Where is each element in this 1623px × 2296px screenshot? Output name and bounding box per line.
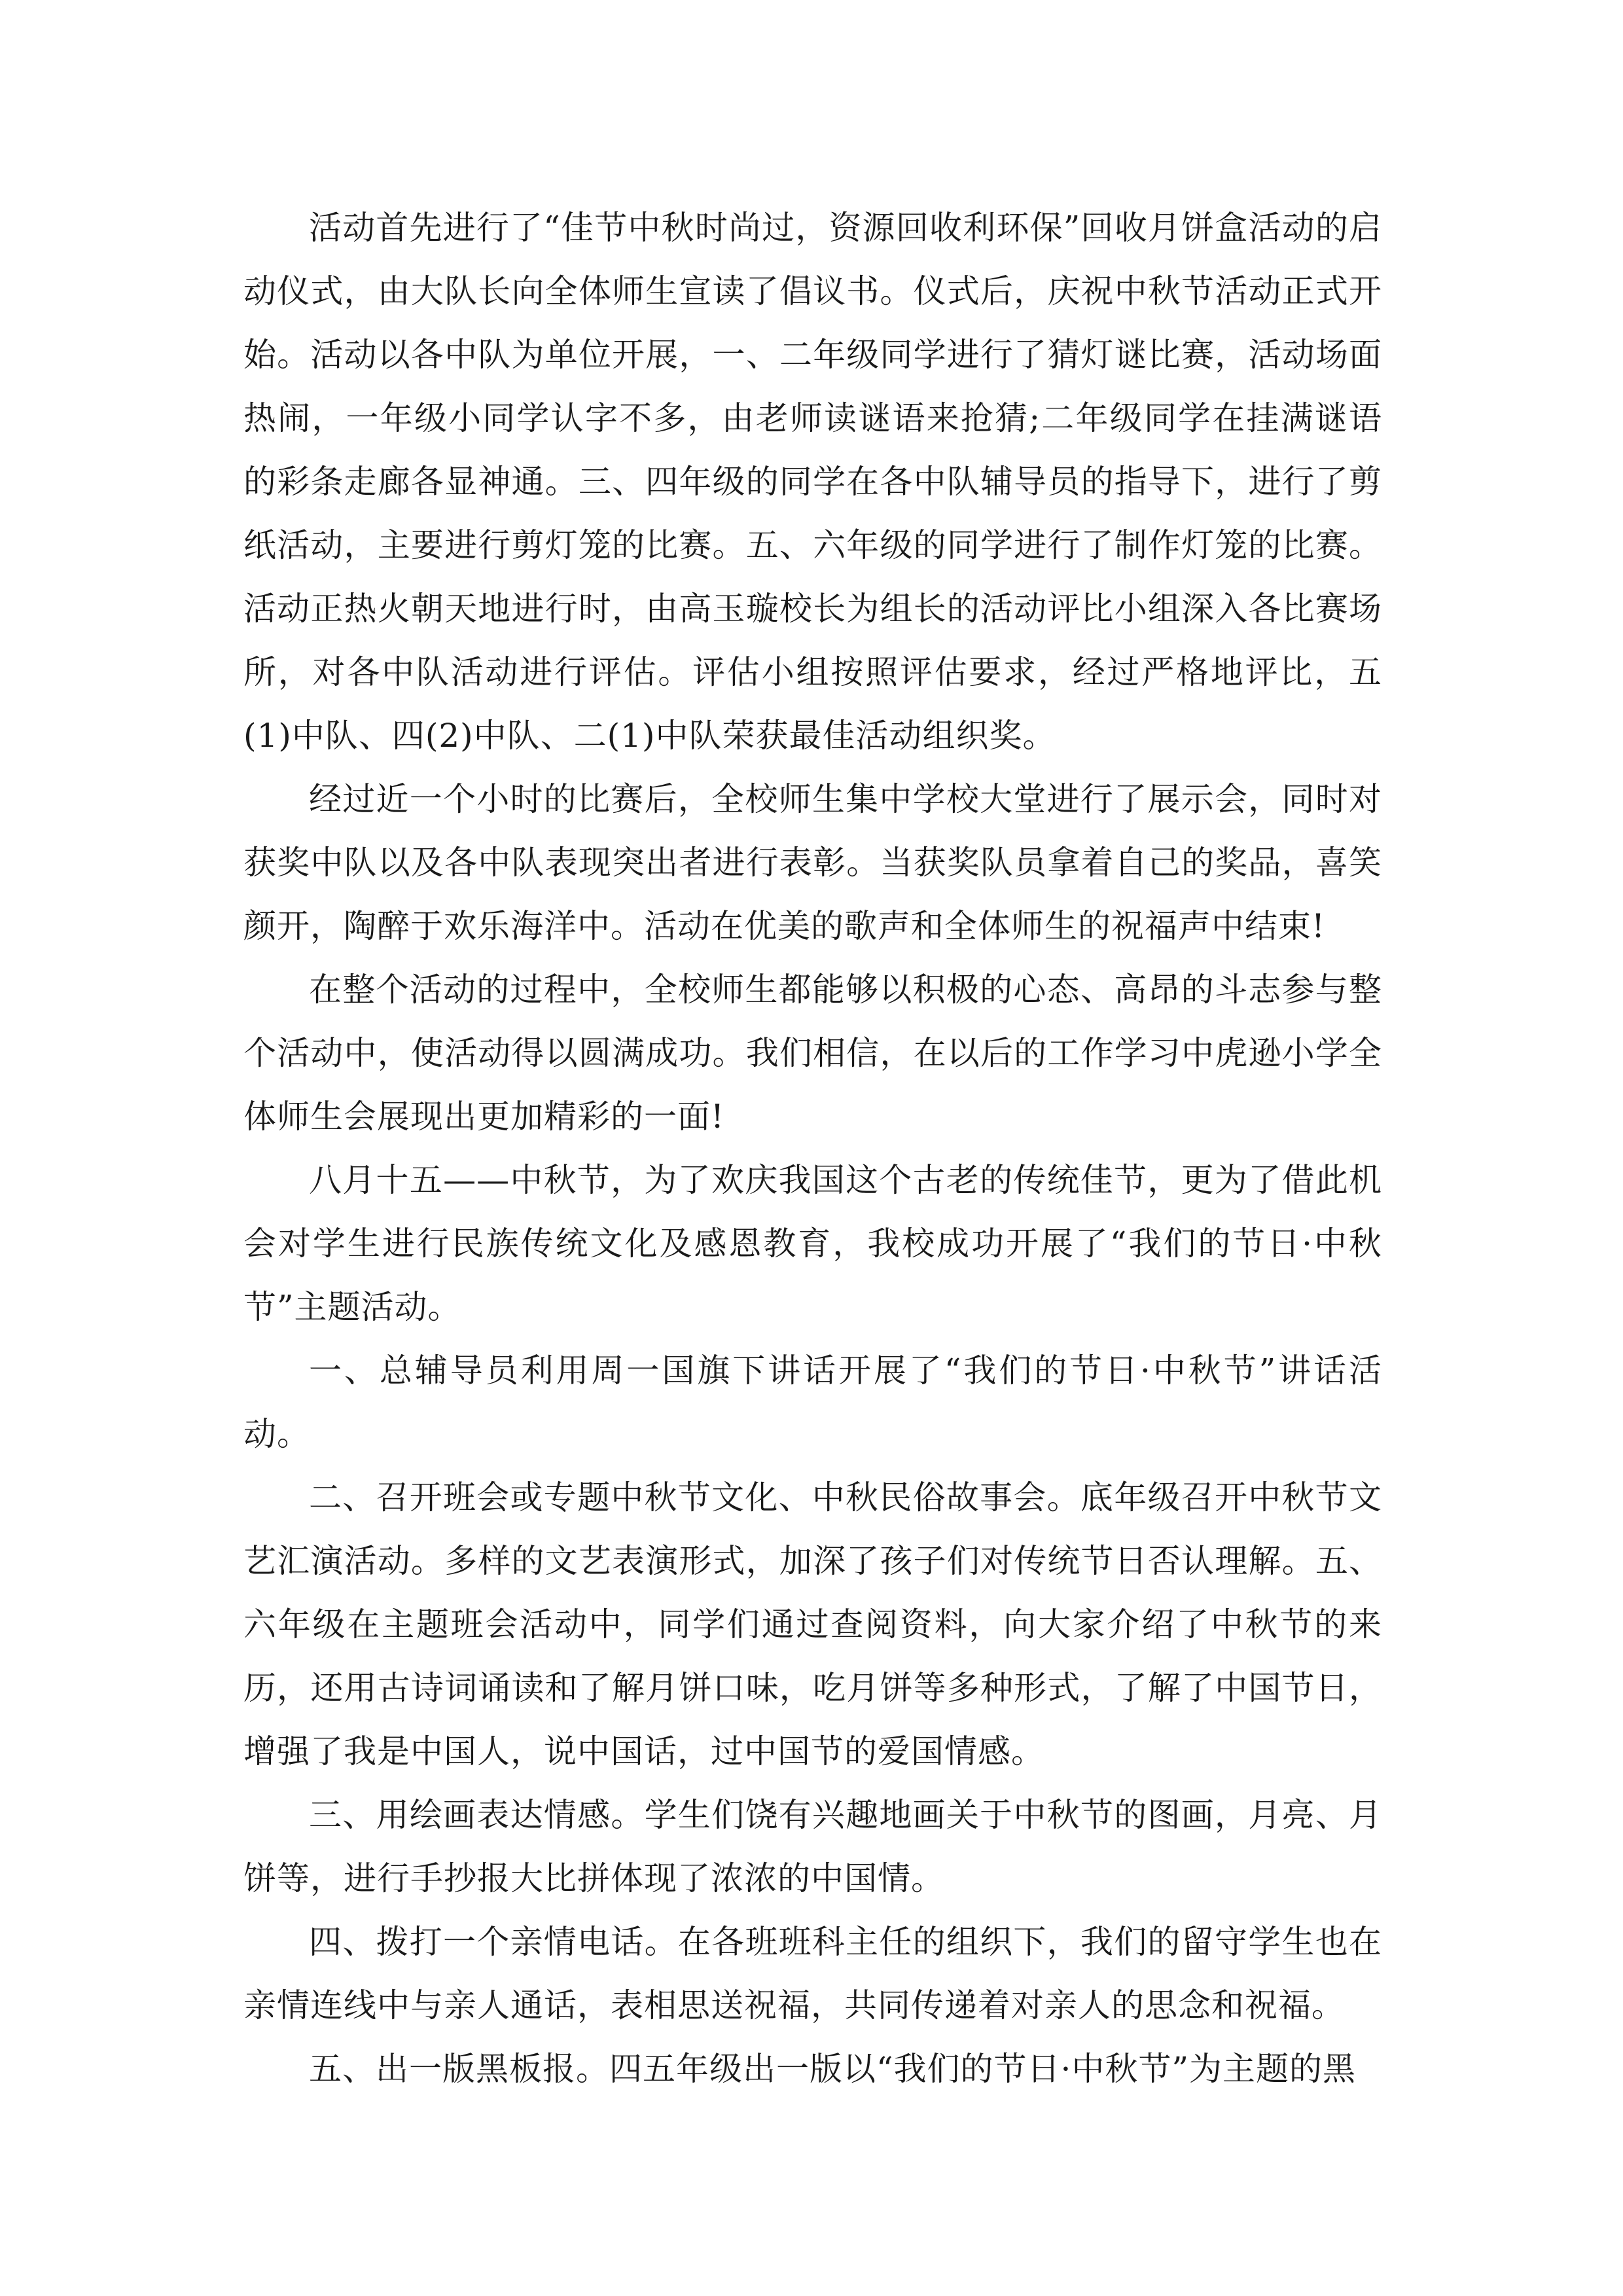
paragraph-8: 四、拨打一个亲情电话。在各班班科主任的组织下，我们的留守学生也在亲情连线中与亲人通话，表相思送祝福，共同传递着对亲人的思念和祝福。	[243, 1923, 1382, 2024]
paragraph-7: 三、用绘画表达情感。学生们饶有兴趣地画关于中秋节的图画，月亮、月饼等，进行手抄报大比拼体现了浓浓的中国情。	[243, 1796, 1382, 1897]
paragraph-6: 二、召开班会或专题中秋节文化、中秋民俗故事会。底年级召开中秋节文艺汇演活动。多样的文艺表演形式，加深了孩子们对传统节日否认理解。五、六年级在主题班会活动中，同学们通过查阅资料，向大家介绍了中秋节的来历，还用古诗词诵读和了解月饼口味，吃月饼等多种形式，了解了中国节日，增强了我是中国人，说中国话，过中国节的爱国情感。	[243, 1479, 1382, 1770]
document-body	[243, 196, 1382, 2101]
paragraph-4: 八月十五——中秋节，为了欢庆我国这个古老的传统佳节，更为了借此机会对学生进行民族传统文化及感恩教育，我校成功开展了“我们的节日·中秋节”主题活动。	[243, 1161, 1382, 1326]
paragraph-9: 五、出一版黑板报。四五年级出一版以“我们的节日·中秋节”为主题的黑	[309, 2050, 1357, 2088]
paragraph-1: 活动首先进行了“佳节中秋时尚过，资源回收利环保”回收月饼盒活动的启动仪式，由大队长向全体师生宣读了倡议书。仪式后，庆祝中秋节活动正式开始。活动以各中队为单位开展，一、二年级同学进行了猜灯谜比赛，活动场面热闹，一年级小同学认字不多，由老师读谜语来抢猜;二年级同学在挂满谜语的彩条走廊各显神通。三、四年级的同学在各中队辅导员的指导下，进行了剪纸活动，主要进行剪灯笼的比赛。五、六年级的同学进行了制作灯笼的比赛。活动正热火朝天地进行时，由高玉璇校长为组长的活动评比小组深入各比赛场所，对各中队活动进行评估。评估小组按照评估要求，经过严格地评比，五(1)中队、四(2)中队、二(1)中队荣获最佳活动组织奖。	[243, 209, 1382, 755]
paragraph-2: 经过近一个小时的比赛后，全校师生集中学校大堂进行了展示会，同时对获奖中队以及各中队表现突出者进行表彰。当获奖队员拿着自己的奖品，喜笑颜开，陶醉于欢乐海洋中。活动在优美的歌声和全体师生的祝福声中结束!	[243, 780, 1382, 945]
paragraph-5: 一、总辅导员利用周一国旗下讲话开展了“我们的节日·中秋节”讲话活动。	[243, 1352, 1382, 1453]
paragraph-3: 在整个活动的过程中，全校师生都能够以积极的心态、高昂的斗志参与整个活动中，使活动得以圆满成功。我们相信，在以后的工作学习中虎逊小学全体师生会展现出更加精彩的一面!	[243, 971, 1382, 1136]
